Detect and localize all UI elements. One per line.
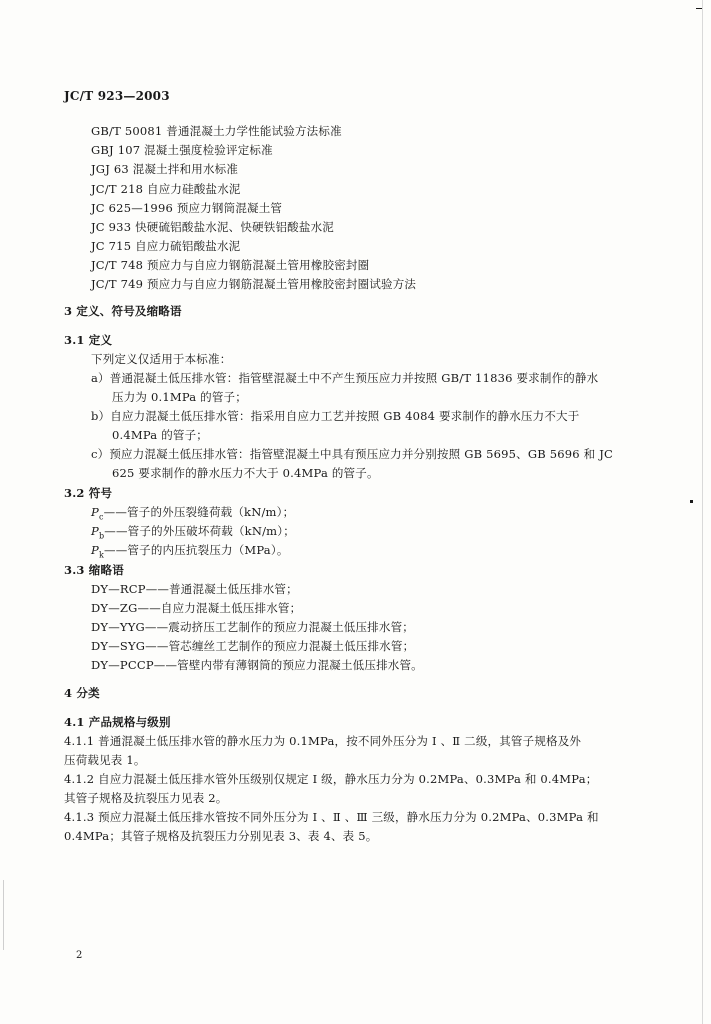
paragraph-cont: 0.4MPa；其管子规格及抗裂压力分别见表 3、表 4、表 5。 [64,829,378,843]
paragraph: 4.1.1 普通混凝土低压排水管的静水压力为 0.1MPa，按不同外压分为 Ⅰ 、Ⅱ 二级，其管子规格及外 [64,734,582,748]
page-number: 2 [76,950,83,961]
symbol-subscript: c [98,512,104,522]
reference-item: JGJ 63 混凝土拌和用水标准 [91,162,239,176]
subsection-heading: 3.2 符号 [64,486,113,500]
scan-mark [3,880,4,950]
symbol-letter: P [91,524,99,538]
paragraph: 下列定义仅适用于本标准： [91,352,232,366]
definition-item-cont: 0.4MPa 的管子； [112,428,208,442]
definition-item: a）普通混凝土低压排水管：指管壁混凝土中不产生预压应力并按照 GB/T 11836 要求制作的静水 [91,371,599,385]
reference-item: JC/T 218 自应力硅酸盐水泥 [91,182,241,196]
paragraph: 4.1.3 预应力混凝土低压排水管按不同外压分为 Ⅰ 、Ⅱ 、Ⅲ 三级，静水压力分为 0.2MPa、0.3MPa 和 [64,810,599,824]
symbol-item [91,524,295,543]
symbol-letter: P [91,505,99,519]
reference-item: GBJ 107 混凝土强度检验评定标准 [91,143,273,157]
reference-item: JC/T 748 预应力与自应力钢筋混凝土管用橡胶密封圈 [91,258,370,272]
symbol-text: ——管子的外压破坏荷载（kN/m）； [104,524,295,538]
subsection-heading: 3.1 定义 [64,333,113,347]
section-heading: 4 分类 [64,686,100,700]
reference-item: JC 715 自应力硫铝酸盐水泥 [91,239,241,253]
subsection-heading: 4.1 产品规格与级别 [64,715,171,729]
paragraph: 4.1.2 自应力混凝土低压排水管外压级别仅规定 Ⅰ 级，静水压力分为 0.2MPa、0.3MPa 和 0.4MPa； [64,772,598,786]
reference-item: JC 933 快硬硫铝酸盐水泥、快硬铁铝酸盐水泥 [91,220,334,234]
symbol-text: ——管子的外压裂缝荷载（kN/m）； [103,505,295,519]
paragraph-cont: 压荷载见表 1。 [64,753,146,767]
standard-header: JC/T 923—2003 [64,89,170,103]
symbol-letter: P [91,543,99,557]
symbol-subscript: k [98,550,105,560]
reference-item: JC/T 749 预应力与自应力钢筋混凝土管用橡胶密封圈试验方法 [91,277,417,291]
symbol-item [91,505,294,524]
definition-item: c）预应力混凝土低压排水管：指管壁混凝土中具有预压应力并分别按照 GB 5695、GB 5696 和 JC [91,447,614,461]
symbol-subscript: b [98,531,105,541]
subsection-heading: 3.3 缩略语 [64,563,124,577]
section-heading: 3 定义、符号及缩略语 [64,304,182,318]
definition-item-cont: 625 要求制作的静水压力不大于 0.4MPa 的管子。 [112,466,379,480]
abbreviation-item: DY—SYG——管芯缠丝工艺制作的预应力混凝土低压排水管； [91,639,415,653]
paragraph-cont: 其管子规格及抗裂压力见表 2。 [64,791,228,805]
symbol-item [91,543,289,562]
abbreviation-item: DY—RCP——普通混凝土低压排水管； [91,582,298,596]
reference-item: JC 625—1996 预应力钢筒混凝土管 [91,201,283,215]
scan-mark [690,500,693,503]
scan-mark [696,8,702,9]
definition-item: b）自应力混凝土低压排水管：指采用自应力工艺并按照 GB 4084 要求制作的静水压力不大于 [91,409,580,423]
definition-item-cont: 压力为 0.1MPa 的管子； [112,390,247,404]
abbreviation-item: DY—YYG——震动挤压工艺制作的预应力混凝土低压排水管； [91,620,414,634]
abbreviation-item: DY—PCCP——管壁内带有薄钢筒的预应力混凝土低压排水管。 [91,658,423,672]
symbol-text: ——管子的内压抗裂压力（MPa）。 [104,543,289,557]
reference-item: GB/T 50081 普通混凝土力学性能试验方法标准 [91,124,342,138]
abbreviation-item: DY—ZG——自应力混凝土低压排水管； [91,601,302,615]
scan-edge [702,0,703,1024]
